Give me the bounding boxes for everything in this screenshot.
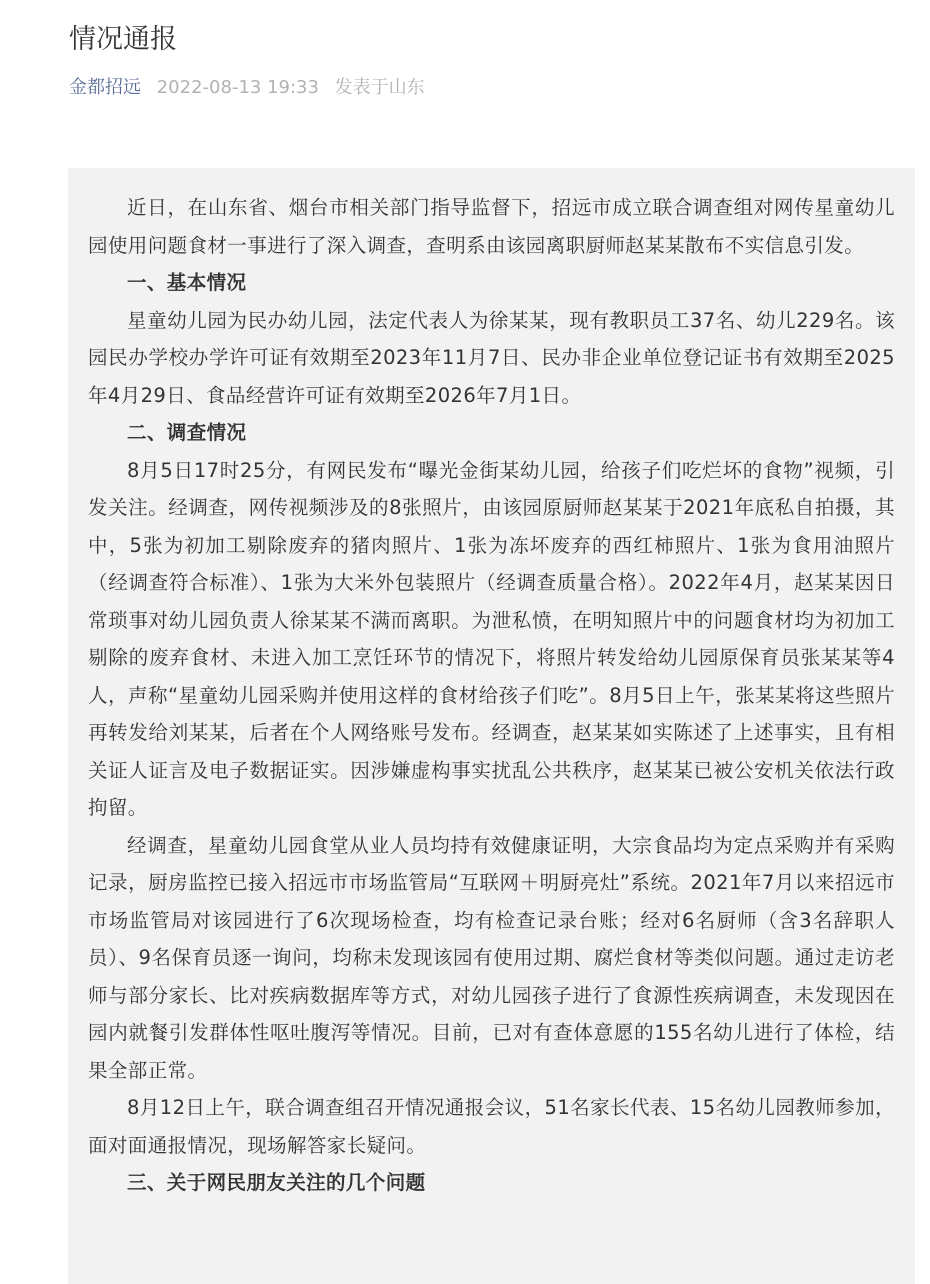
article-body bbox=[88, 189, 895, 1202]
section-heading-concerns: 三、关于网民朋友关注的几个问题 bbox=[127, 1171, 426, 1194]
account-name-link[interactable]: 金都招远 bbox=[69, 77, 141, 98]
paragraph-investigation-2: 经调查，星童幼儿园食堂从业人员均持有效健康证明，大宗食品均为定点采购并有采购记录，厨房监控已接入招远市市场监管局“互联网＋明厨亮灶”系统。2021年7月以来招远市市场监管局对该园进行了6次现场检查，均有检查记录台账；经对6名厨师（含3名辞职人员）、9名保育员逐一询问，均称未发现该园有使用过期、腐烂食材等类似问题。通过走访老师与部分家长、比对疾病数据库等方式，对幼儿园孩子进行了食源性疾病调查，未发现因在园内就餐引发群体性呕吐腹泻等情况。目前，已对有查体意愿的155名幼儿进行了体检，结果全部正常。 bbox=[88, 833, 895, 1082]
publish-location: 发表于山东 bbox=[334, 77, 425, 98]
article-title: 情况通报 bbox=[69, 24, 177, 55]
article-meta bbox=[69, 76, 425, 100]
publish-datetime: 2022-08-13 19:33 bbox=[156, 77, 319, 98]
paragraph-investigation-1: 8月5日17时25分，有网民发布“曝光金街某幼儿园，给孩子们吃烂坏的食物”视频，引发关注。经调查，网传视频涉及的8张照片，由该园原厨师赵某某于2021年底私自拍摄，其中，5张为初加工剔除废弃的猪肉照片、1张为冻坏废弃的西红柿照片、1张为食用油照片（经调查符合标准）、1张为大米外包装照片（经调查质量合格）。2022年4月，赵某某因日常琐事对幼儿园负责人徐某某不满而离职。为泄私愤，在明知照片中的问题食材均为初加工剔除的废弃食材、未进入加工烹饪环节的情况下，将照片转发给幼儿园原保育员张某某等4人，声称“星童幼儿园采购并使用这样的食材给孩子们吃”。8月5日上午，张某某将这些照片再转发给刘某某，后者在个人网络账号发布。经调查，赵某某如实陈述了上述事实，且有相关证人证言及电子数据证实。因涉嫌虚构事实扰乱公共秩序，赵某某已被公安机关依法行政拘留。 bbox=[88, 458, 895, 819]
section-heading-basic-info: 一、基本情况 bbox=[127, 271, 247, 294]
paragraph-basic-info: 星童幼儿园为民办幼儿园，法定代表人为徐某某，现有教职员工37名、幼儿229名。该园民办学校办学许可证有效期至2023年11月7日、民办非企业单位登记证书有效期至2025年4月29日、食品经营许可证有效期至2026年7月1日。 bbox=[88, 308, 895, 407]
paragraph-intro: 近日，在山东省、烟台市相关部门指导监督下，招远市成立联合调查组对网传星童幼儿园使用问题食材一事进行了深入调查，查明系由该园离职厨师赵某某散布不实信息引发。 bbox=[88, 196, 895, 257]
paragraph-investigation-3: 8月12日上午，联合调查组召开情况通报会议，51名家长代表、15名幼儿园教师参加，面对面通报情况，现场解答家长疑问。 bbox=[88, 1096, 895, 1157]
article-content bbox=[68, 168, 915, 1284]
section-heading-investigation: 二、调查情况 bbox=[127, 421, 247, 444]
